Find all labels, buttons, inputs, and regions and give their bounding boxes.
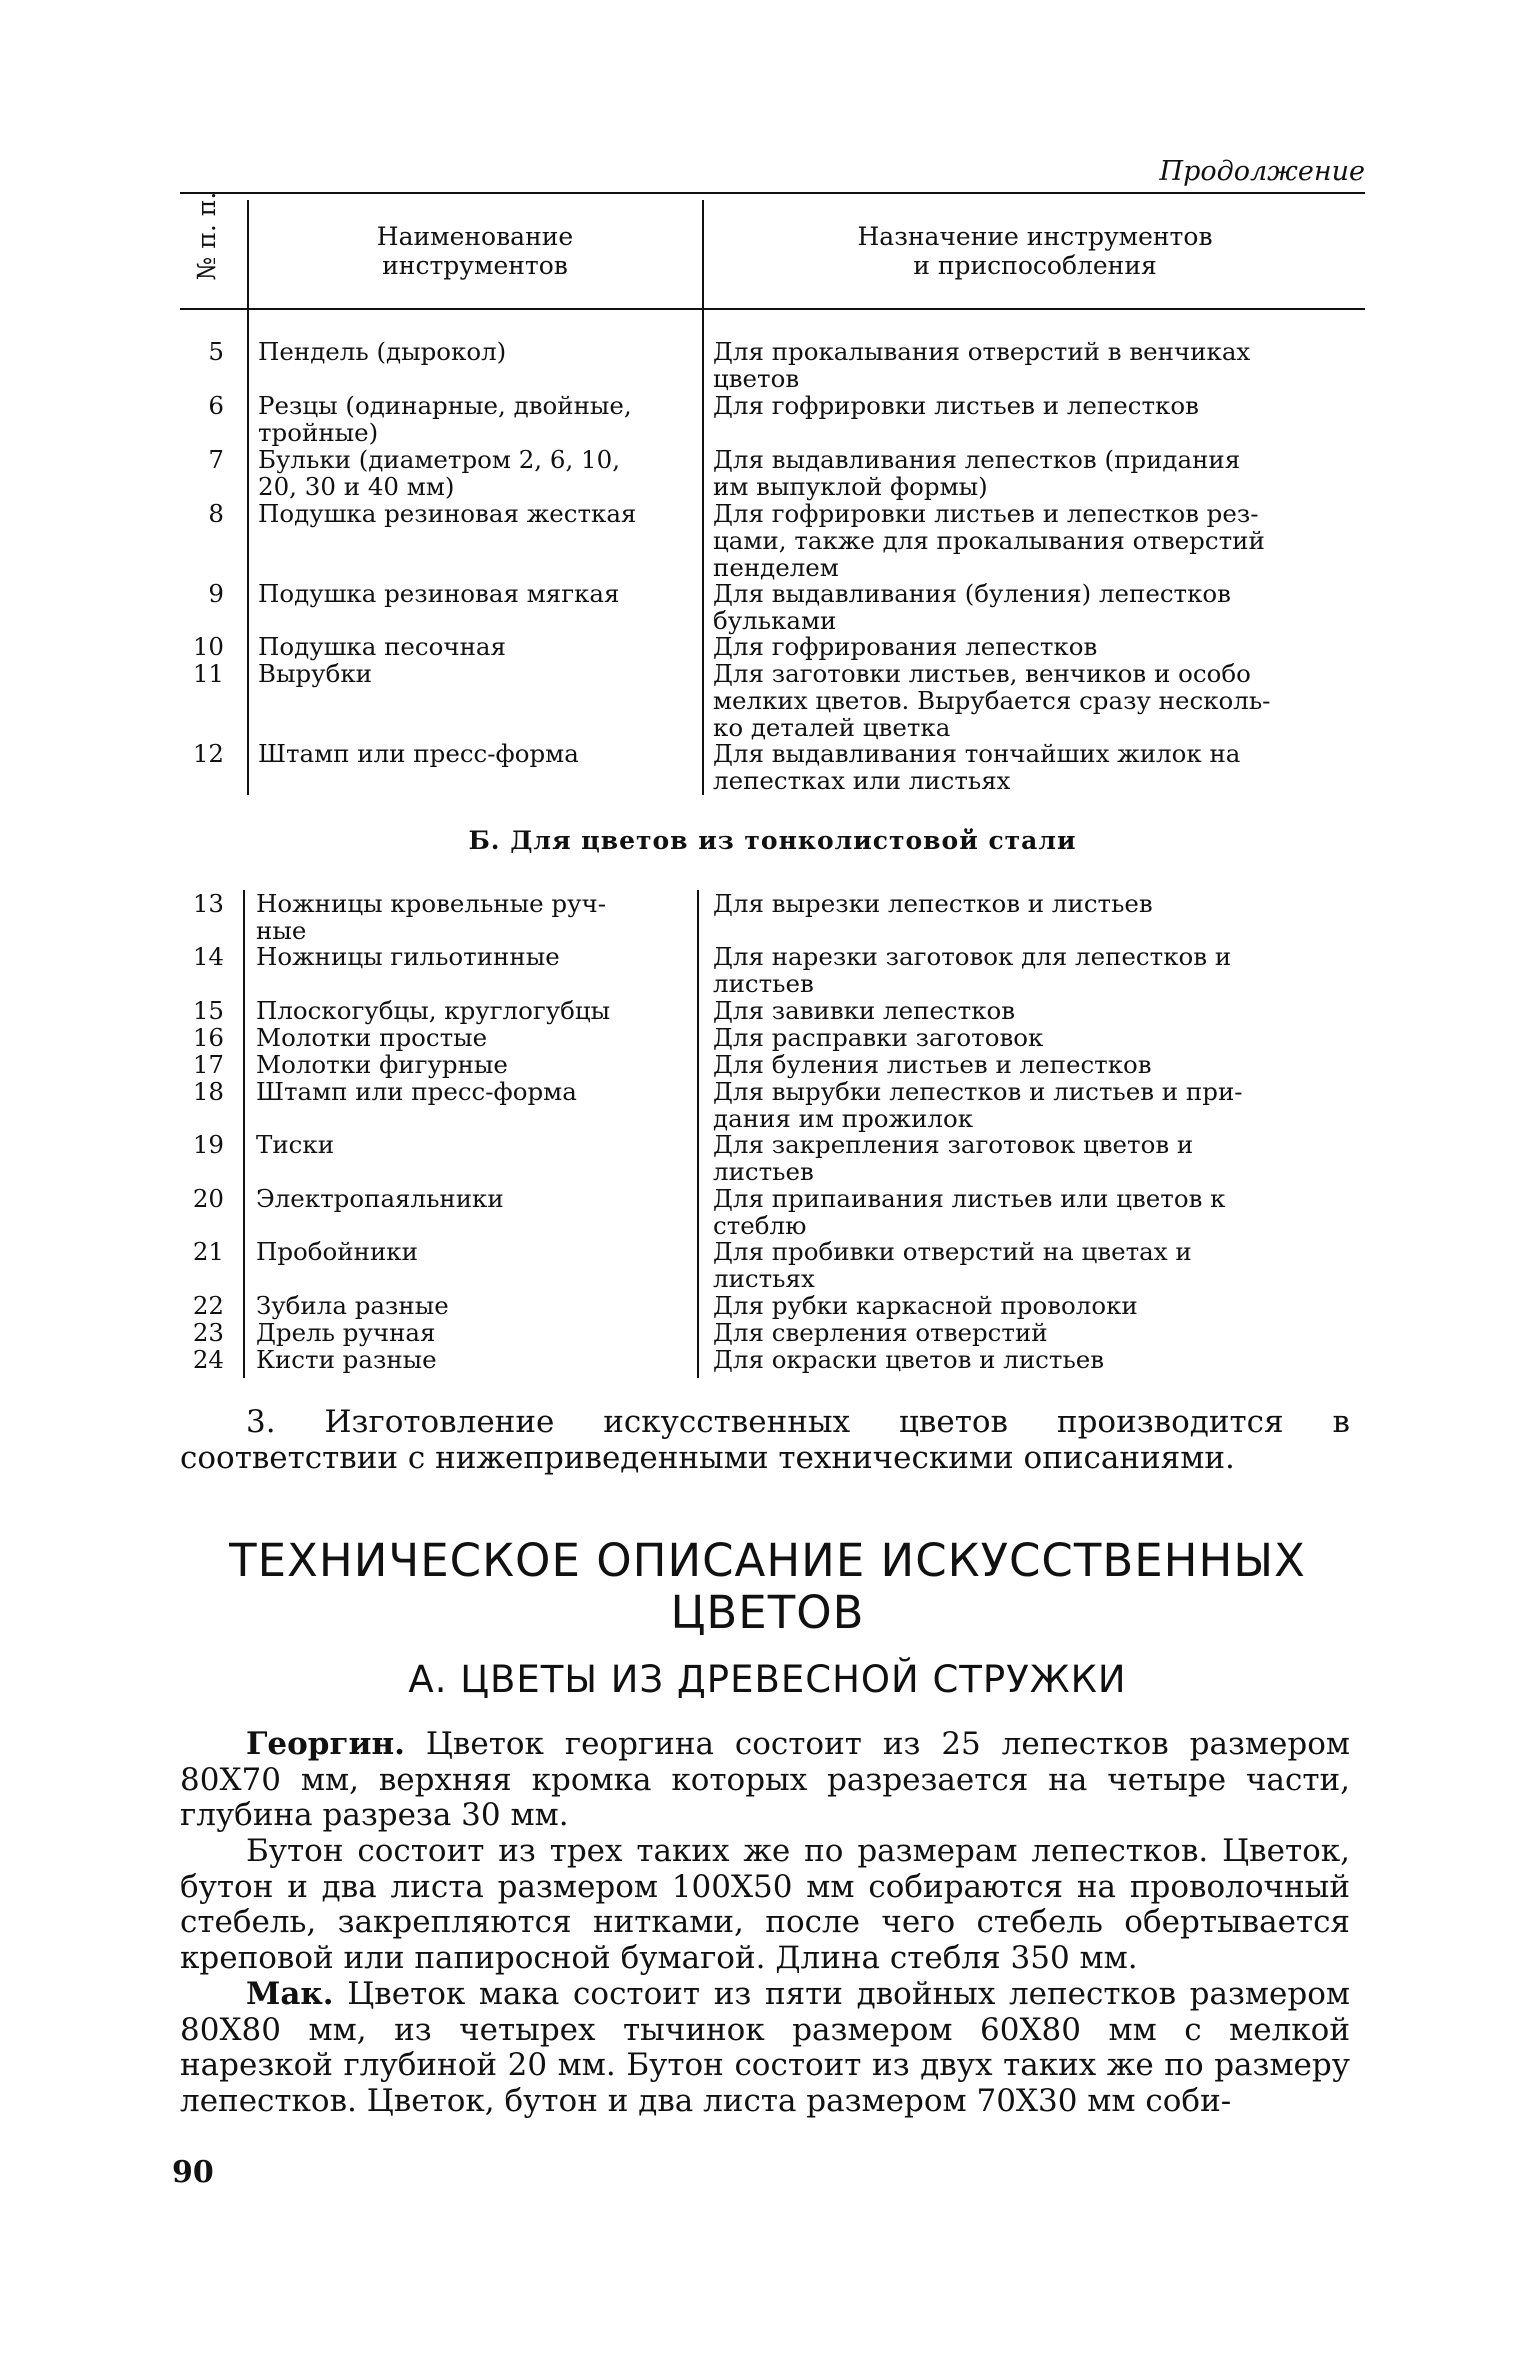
column-divider bbox=[243, 890, 245, 1378]
paragraph-3: 3. Изготовление искусственных цветов производится в соответствии с нижеприведенными техническими описаниями. bbox=[180, 1404, 1350, 1476]
section-b-title: Б. Для цветов из тонколистовой стали bbox=[468, 826, 1077, 855]
table-top-rule bbox=[180, 192, 1365, 194]
main-title: ТЕХНИЧЕСКОЕ ОПИСАНИЕ ИСКУССТВЕННЫХ ЦВЕТОВ bbox=[229, 1534, 1306, 1639]
mak-term: Мак. bbox=[246, 1976, 334, 2012]
buton-paragraph: Бутон состоит из трех таких же по размерам лепестков. Цветок, бутон и два листа размером 100Х50 мм собираются на проволочный стебель, закрепляются нитками, после чего стебель обертывается креповой или папиросной бумагой. Длина стебля 350 мм. bbox=[180, 1833, 1350, 1976]
table-header-rule bbox=[180, 308, 1365, 310]
georgin-term: Георгин. bbox=[246, 1726, 405, 1762]
column-divider bbox=[247, 200, 249, 795]
section-a-title: А. ЦВЕТЫ ИЗ ДРЕВЕСНОЙ СТРУЖКИ bbox=[408, 1658, 1127, 1701]
mak-paragraph: Мак. Цветок мака состоит из пяти двойных лепестков размером 80Х80 мм, из четырех тычинок размером 60Х80 мм с мелкой нарезкой глубиной 20 мм. Бутон состоит из двух таких же по размеру лепестков. Цветок, бутон и два листа размером 70Х30 мм соби- bbox=[180, 1976, 1350, 2119]
column-header-number: № п. п. bbox=[192, 191, 221, 281]
page-number: 90 bbox=[172, 2155, 214, 2190]
continuation-label: Продолжение bbox=[1159, 156, 1365, 187]
column-header-name: Наименование инструментов bbox=[376, 222, 574, 280]
georgin-paragraph: Георгин. Цветок георгина состоит из 25 лепестков размером 80Х70 мм, верхняя кромка которых разрезается на четыре части, глубина разреза 30 мм. bbox=[180, 1726, 1350, 1833]
document-page: Продолжение № п. п. Наименование инструментов Назначение инструментов и приспособления 5 Пендель (дырокол) Для прокалывания отверстий в венчиках цветов 6 Резцы (одинарные, двойные, тройные) Для гофрировки листьев и лепестков 7 Бульки (диаметром 2, 6, 10, 20, 30 и 40 мм) Для выдавливания лепестков (придания им выпуклой формы) 8 Подушка резиновая жесткая Для гофрировки листьев и лепестков рез- цами, также для прокалывания отверстий пенделем 9 Подушка резиновая мягкая Для выдавливания (буления) лепестков бульками 10 Подушка песочная Для гофрирования лепестков 11 Вырубки Для заготовки листьев, венчиков и особо мелких цветов. Вырубается сразу несколь- ко деталей цветка 12 Штамп или пресс-форма Для выдавливания тончайших жилок на лепестках или листьях Б. Для цветов из тонколистовой стали 13 Ножницы кровельные руч- ные Для вырезки лепестков и листьев 14 Ножницы гильотинные Для нарезки заготовок для лепестков и листьев 15 Плоскогубцы, круглогубцы Для завивки лепестков 16 Молотки простые Для расправки заготовок 17 Молотки фигурные Для буления листьев и лепестков 18 Штамп или пресс-форма Для вырубки лепестков и листьев и при- дания им прожилок 19 Тиски Для закрепления заготовок цветов и листьев 20 Электропаяльники Для припаивания листьев или цветов к стеблю 21 Пробойники Для пробивки отверстий на цветах и листьях 22 Зубила разные Для рубки каркасной проволоки 23 Дрель ручная Для сверления отверстий 24 Кисти разные Для окраски цветов и листьев 3. Изготовление искусственных цветов производится в соответствии с нижеприведенными техническими описаниями. ТЕХНИЧЕСКОЕ ОПИСАНИЕ ИСКУССТВЕННЫХ ЦВЕТОВ А. ЦВЕТЫ ИЗ ДРЕВЕСНОЙ СТРУЖКИ Георгин. Цветок георгина состоит из 25 лепестков размером 80Х70 мм, верхняя кромка которых разрезается на четыре части, глубина разреза 30 мм. Бутон состоит из трех таких же по размерам лепестков. Цветок, бутон и два листа размером 100Х50 мм собираются на проволочный стебель, закрепляются нитками, после чего стебель обертывается креповой или папиросной бумагой. Длина стебля 350 мм. Мак. Цветок мака состоит из пяти двойных лепестков размером 80Х80 мм, из четырех тычинок размером 60Х80 мм с мелкой нарезкой глубиной 20 мм. Бутон состоит из двух таких же по размеру лепестков. Цветок, бутон и два листа размером 70Х30 мм соби- 90 bbox=[172, 156, 1365, 2190]
column-header-purpose: Назначение инструментов и приспособления bbox=[857, 222, 1213, 280]
